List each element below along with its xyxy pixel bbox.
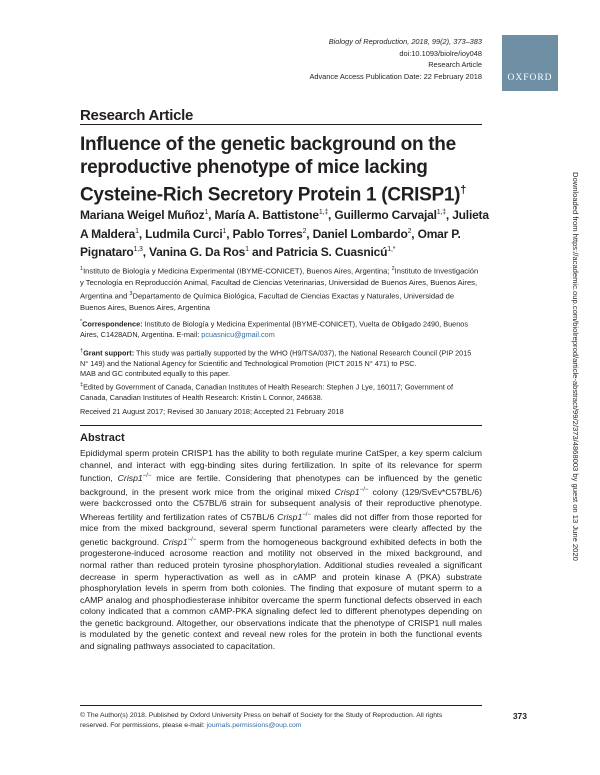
permissions-email-link[interactable]: journals.permissions@oup.com [206,722,302,729]
affiliations [80,264,480,313]
footnote-marker: † [80,348,84,355]
doi[interactable]: doi:10.1093/biolre/ioy048 [399,48,482,58]
journal-header [222,36,482,82]
footnote-marker: * [80,319,83,325]
author-separator: and [248,245,276,259]
correspondence-note [80,317,480,340]
author-affiliation-marker: 1 [135,227,139,235]
affiliation-1: Instituto de Biología y Medicina Experimental (IBYME-CONICET), Buenos Aires, Argentina; [83,266,392,276]
gene-name: Crisp1 [334,486,360,497]
genotype-superscript: −/− [142,473,152,480]
received-dates: Received 21 August 2017; Revised 30 January 2018; Accepted 21 February 2018 [80,407,482,426]
correspondence-text: Instituto de Biología y Medicina Experimental (IBYME-CONICET), Vuelta de Obligado 2490, Buenos Aires, C1428ADN, Argentina. E-mail: [80,319,468,339]
publication-date: Advance Access Publication Date: 22 February 2018 [309,71,482,81]
author-name: María A. Battistone [214,208,319,222]
author-separator: , [142,245,149,259]
affiliation-marker: 2 [391,266,395,272]
author-separator: , [445,208,453,222]
footer-divider [80,705,482,706]
author-affiliation-marker: 1,3 [133,246,143,253]
gene-name: Crisp1 [277,511,303,522]
author-name: Vanina G. Da Ros [148,245,246,259]
gene-name: Crisp1 [117,473,143,484]
author-affiliation-marker: 1,* [387,246,396,253]
author-name: Ludmila Curci [145,226,223,241]
genotype-superscript: −/− [302,511,311,518]
author-name: Daniel Lombardo [312,226,408,241]
footnote-marker: ‡ [80,381,84,388]
author-separator: , [306,226,313,241]
author-affiliation-marker: 2 [407,227,412,235]
editor-note [80,380,480,403]
logo-text: OXFORD [507,73,553,83]
author-affiliation-marker: 1 [222,227,227,235]
oxford-logo [502,35,558,91]
footnotes [80,317,480,409]
affiliation-3: Departamento de Química Biológica, Facultad de Ciencias Exactas y Naturales, Universidad de Buenos Aires, Buenos Aires, Argentina [80,291,455,312]
section-divider [80,124,482,125]
abstract-text: sperm from the homogeneous background exhibited defects in both the progesterone-induced acrosome reaction and motility not observed in the mixed background, and normal rather than reduced protein tyrosine phosphorylation. Additional studies revealed a significant decrease in sperm hyperactivation as well as in cAMP and protein kinase A (PKA) substrate phosphorylation levels in sperm from both colonies. The finding that exposure of mutant sperm to a cAMP analog and phosphodiesterase inhibitor overcame the sperm functional defects observed in each colony indicated that a common cAMP-PKA signaling defect led to different phenotypes depending on the genetic background. Altogether, our observations indicate that the phenotype of CRISP1 null males is modulated by the genetic context and reveal new roles for the protein in both the functional events and signaling pathways associated to capacitation. [80,536,482,652]
author-name: Guillermo Carvajal [334,208,437,222]
title-footnote-mark: † [460,184,467,196]
genotype-superscript: −/− [359,486,369,493]
article-type: Research Article [428,60,482,70]
copyright-footer [80,711,460,731]
copyright-text: © The Author(s) 2018. Published by Oxford University Press on behalf of Society for the Study of Reproduction. All rights reserved. For permissions, please e-mail: [80,712,443,729]
author-affiliation-marker: 1 [204,209,209,216]
author-affiliation-marker: 1,‡ [318,209,329,216]
affiliation-marker: 1 [80,266,84,272]
author-name: Patricia S. Cuasnicú [275,245,388,259]
contribution-note: MAB and GC contributed equally to this paper. [80,369,231,379]
gene-name: Crisp1 [162,536,188,547]
author-separator: , [328,208,335,222]
article-title [80,133,490,206]
editor-text: Edited by Government of Canada, Canadian Institutes of Health Research: Stephen J Lye, 160117; Government of Canada, Canadian Institutes of Health Research: Kristin L Connor, 246638. [80,382,453,402]
author-affiliation-marker: 1 [245,246,249,253]
genotype-superscript: −/− [187,536,197,543]
author-name: Omar P. Pignataro [80,226,461,259]
author-separator: , [208,208,215,222]
author-name: Pablo Torres [232,226,303,241]
author-name: Mariana Weigel Muñoz [80,208,205,222]
affiliation-marker: 3 [129,290,133,297]
author-separator: , [411,226,418,241]
download-watermark: Downloaded from https://academic.oup.com/biolreprod/article-abstract/99/2/373/4868003 by guest on 13 June 2020 [571,172,580,561]
affiliation-2: Instituto de Investigación y Tecnología en Reproducción Animal, Facultad de Ciencias Veterinarias, Universidad de Buenos Aires, Buenos Aires, Argentina and [80,266,479,301]
abstract-heading: Abstract [80,432,125,444]
grant-label: Grant support: [83,348,135,358]
author-affiliation-marker: 2 [302,227,307,235]
abstract-text: males did not differ from those reported for mice from the mixed background, several sperm functional parameters were clearly affected by the genetic background. [80,511,482,547]
abstract-body [80,448,482,653]
grant-text: This study was partially supported by the WHO (H9/TSA/037), the National Research Council (PIP 2015 N° 149) and the National Agency for Scientific and Technological Promotion (PICT 2015 N° 471) to PSC. [80,348,472,369]
correspondence-email-link[interactable]: pcuasnicu@gmail.com [201,329,275,339]
page-number: 373 [512,711,527,721]
journal-citation: Biology of Reproduction, 2018, 99(2), 373–383 [328,37,482,46]
abstract-text: mice are fertile. Considering that phenotypes can be influenced by the genetic background, in the present work mice from the original mixed [80,473,482,497]
author-name: Julieta A Maldera [80,208,489,241]
author-separator: , [226,226,233,241]
grant-note [80,346,480,369]
title-text: Influence of the genetic background on the reproductive phenotype of mice lacking Cysteine-Rich Secretory Protein 1 (CRISP1) [80,134,461,206]
author-separator: , [138,226,146,241]
abstract-text: colony (129/SvEv*C57BL/6) were backcrossed onto the C57BL/6 strain for subsequent analysis of their reproductive phenotype. Whereas fertility and fertilization rates of C57BL/6 [80,486,482,522]
author-affiliation-marker: 1,‡ [436,209,446,216]
abstract-text: Epididymal sperm protein CRISP1 has the ability to both regulate murine CatSper, a key sperm calcium channel, and interact with egg-binding sites during fertilization. In spite of its relevance for sperm function, [80,448,482,484]
correspondence-label: Correspondence: [82,319,143,329]
section-label: Research Article [80,107,194,124]
author-list [80,205,490,261]
